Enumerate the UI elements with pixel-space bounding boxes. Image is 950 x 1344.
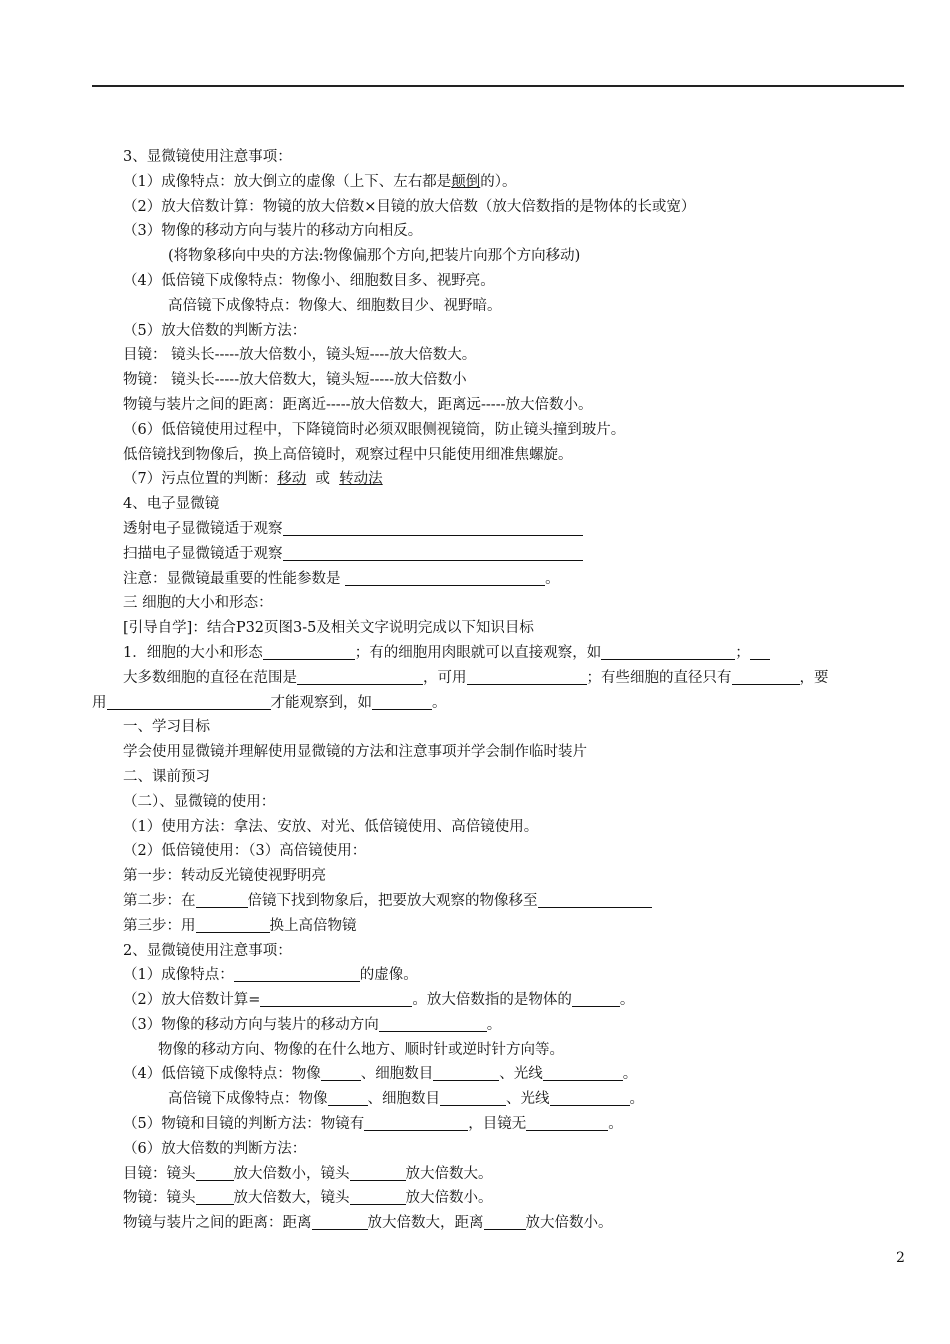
- cells-line-2: 大多数细胞的直径在范围是 ，可用 ；有些细胞的直径只有 ，要: [123, 669, 829, 686]
- blank: [372, 694, 432, 710]
- blank: [328, 1090, 368, 1106]
- section2-line-10: 物镜：镜头 放大倍数大，镜头 放大倍数小。: [123, 1190, 493, 1207]
- section3-line-5: （4）低倍镜下成像特点：物像小、细胞数目多、视野亮。: [123, 272, 495, 289]
- blank: [433, 1065, 499, 1081]
- cells-line-1: 1．细胞的大小和形态 ；有的细胞用肉眼就可以直接观察，如 ；: [0, 641, 950, 666]
- section3-line-1: （1）成像特点：放大倒立的虚像（上下、左右都是颠倒的）。: [123, 173, 517, 190]
- section3-line-4: (将物象移向中央的方法:物像偏那个方向,把装片向那个方向移动): [168, 248, 581, 265]
- cells-line-3: 用 才能观察到，如 。: [92, 694, 447, 711]
- preview-line-6: 第三步：用 换上高倍物镜: [123, 917, 357, 934]
- section3-line-8: 目镜： 镜头长-----放大倍数小，镜头短----放大倍数大。: [123, 347, 477, 364]
- section2-line-9: 目镜：镜头 放大倍数小，镜头 放大倍数大。: [123, 1165, 493, 1182]
- section3-title: 3、显微镜使用注意事项：: [123, 149, 292, 165]
- blank: [601, 644, 735, 660]
- section4-title: 4、电子显微镜: [123, 496, 220, 513]
- blank: [321, 1065, 361, 1081]
- blank: [196, 1189, 234, 1205]
- section4-line-1: 透射电子显微镜适于观察: [0, 517, 950, 542]
- blank: [196, 892, 248, 908]
- blank: [543, 1065, 623, 1081]
- blank: [107, 694, 271, 710]
- blank: [550, 1090, 630, 1106]
- goals-text: 学会使用显微镜并理解使用显微镜的方法和注意事项并学会制作临时装片: [123, 744, 587, 761]
- blank: [260, 991, 412, 1007]
- section2-title: 2、显微镜使用注意事项：: [123, 942, 292, 959]
- section2-line-1: （1）成像特点： 的虚像。: [123, 967, 418, 984]
- section2-line-5: （4）低倍镜下成像特点：物像 、细胞数目 、光线 。: [123, 1066, 638, 1083]
- page-number: 2: [896, 1250, 905, 1266]
- section4-line-3: 注意：显微镜最重要的性能参数是 。: [123, 570, 560, 587]
- blank: [345, 570, 545, 586]
- blank: [484, 1214, 526, 1230]
- section4-line-2: 扫描电子显微镜适于观察: [0, 542, 950, 567]
- preview-line-4: 第一步：转动反光镜使视野明亮: [123, 868, 326, 885]
- goals-title: 一、学习目标: [123, 719, 210, 736]
- section2-line-2: （2）放大倍数计算= 。放大倍数指的是物体的 。: [123, 992, 635, 1009]
- blank: [364, 1115, 468, 1131]
- section2-line-11: 物镜与装片之间的距离：距离 放大倍数大，距离 放大倍数小。: [123, 1215, 613, 1232]
- section3-line-10: 物镜与装片之间的距离：距离近-----放大倍数大，距离远-----放大倍数小。: [123, 396, 593, 413]
- blank: [283, 520, 583, 536]
- blank: [732, 669, 800, 685]
- section2-line-7: （5）物镜和目镜的判断方法：物镜有 ，目镜无 。: [123, 1116, 623, 1133]
- preview-line-5: 第二步：在 倍镜下找到物象后，把要放大观察的物像移至: [0, 889, 950, 914]
- preview-line-2: （1）使用方法：拿法、安放、对光、低倍镜使用、高倍镜使用。: [123, 818, 539, 835]
- preview-line-3: （2）低倍镜使用：（3）高倍镜使用：: [123, 843, 367, 860]
- section2-line-8: （6）放大倍数的判断方法：: [123, 1140, 307, 1157]
- document-body: [0, 145, 950, 1236]
- section3-line-3: （3）物像的移动方向与装片的移动方向相反。: [123, 223, 423, 240]
- blank: [350, 1165, 406, 1181]
- blank: [312, 1214, 368, 1230]
- blank: [263, 644, 355, 660]
- cells-guide: [引导自学]：结合P32页图3-5及相关文字说明完成以下知识目标: [123, 620, 534, 637]
- section3-line-7: （5）放大倍数的判断方法：: [123, 322, 307, 339]
- blank: [283, 545, 583, 561]
- blank: [467, 669, 587, 685]
- section2-line-4: 物像的移动方向、物像的在什么地方、顺时针或逆时针方向等。: [158, 1041, 564, 1058]
- blank: [350, 1189, 406, 1205]
- blank: [526, 1115, 608, 1131]
- blank: [440, 1090, 506, 1106]
- blank: [297, 669, 423, 685]
- section3-line-9: 物镜： 镜头长-----放大倍数大，镜头短-----放大倍数小: [123, 372, 467, 389]
- preview-title: 二、课前预习: [123, 768, 210, 785]
- blank: [572, 991, 620, 1007]
- preview-line-1: （二）、显微镜的使用：: [123, 793, 276, 810]
- section3-line-12: 低倍镜找到物像后，换上高倍镜时，观察过程中只能使用细准焦螺旋。: [123, 446, 573, 463]
- section3-line-6: 高倍镜下成像特点：物像大、细胞数目少、视野暗。: [168, 297, 502, 314]
- section3-line-11: （6）低倍镜使用过程中，下降镜筒时必须双眼侧视镜筒，防止镜头撞到玻片。: [123, 421, 626, 438]
- section2-line-6: 高倍镜下成像特点：物像 、细胞数目 、光线 。: [168, 1091, 644, 1108]
- header-rule: [92, 85, 904, 87]
- blank: [750, 644, 770, 660]
- blank: [379, 1016, 487, 1032]
- section3-line-13: （7）污点位置的判断：移动 或 转动法: [123, 471, 383, 488]
- blank: [234, 966, 360, 982]
- blank: [196, 917, 270, 933]
- cells-title: 三 细胞的大小和形态：: [123, 595, 273, 612]
- section3-line-2: （2）放大倍数计算：物镜的放大倍数×目镜的放大倍数（放大倍数指的是物体的长或宽）: [123, 198, 696, 215]
- section2-line-3: （3）物像的移动方向与装片的移动方向 。: [123, 1016, 502, 1033]
- blank: [196, 1165, 234, 1181]
- blank: [538, 892, 652, 908]
